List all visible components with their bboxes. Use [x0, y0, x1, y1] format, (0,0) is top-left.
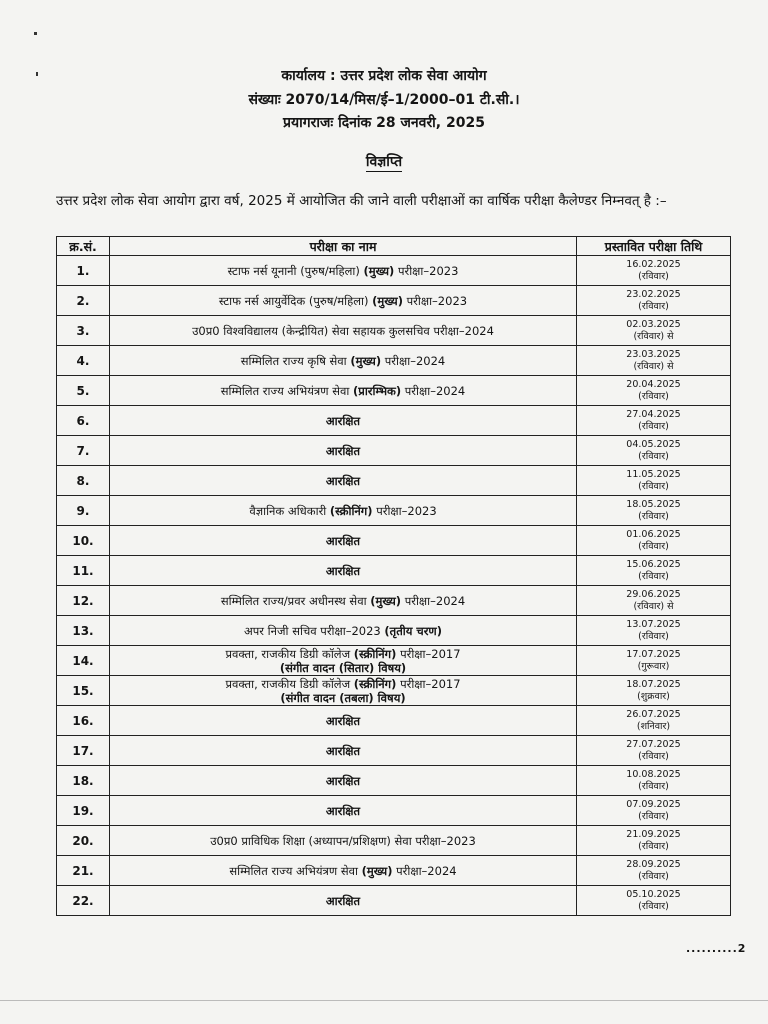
row-proposed-date — [577, 646, 731, 676]
exam-name-line — [110, 864, 576, 878]
weekday-value: (रविवार) — [638, 510, 669, 522]
exam-name-emphasis: आरक्षित — [325, 803, 361, 818]
exam-name-line — [110, 384, 576, 398]
exam-name-text: परीक्षा–2023 — [394, 263, 459, 278]
row-serial-number: 20. — [57, 826, 110, 856]
scan-edge-line — [0, 1000, 768, 1001]
weekday-value: (रविवार) — [638, 750, 669, 762]
row-exam-name — [110, 376, 577, 406]
date-value: 01.06.2025 — [626, 528, 681, 540]
table-row — [57, 286, 731, 316]
exam-name-line — [110, 594, 576, 608]
table-row — [57, 586, 731, 616]
table-row — [57, 676, 731, 706]
exam-name-line — [110, 774, 576, 788]
date-value: 23.03.2025 — [626, 348, 681, 360]
table-row — [57, 496, 731, 526]
header-proposed-date: प्रस्तावित परीक्षा तिथि — [577, 237, 731, 256]
exam-name-line — [110, 414, 576, 428]
row-proposed-date — [577, 526, 731, 556]
row-serial-number: 15. — [57, 676, 110, 706]
weekday-value: (रविवार) से — [633, 600, 674, 612]
date-value: 16.02.2025 — [626, 258, 681, 270]
row-serial-number: 6. — [57, 406, 110, 436]
table-row — [57, 646, 731, 676]
weekday-value: (रविवार) — [638, 480, 669, 492]
weekday-value: (शुक्रवार) — [637, 690, 670, 702]
exam-name-line — [110, 647, 576, 661]
row-serial-number: 22. — [57, 886, 110, 916]
row-serial-number: 13. — [57, 616, 110, 646]
row-proposed-date — [577, 556, 731, 586]
row-proposed-date — [577, 676, 731, 706]
row-exam-name — [110, 676, 577, 706]
row-exam-name — [110, 466, 577, 496]
date-value: 27.07.2025 — [626, 738, 681, 750]
date-value: 02.03.2025 — [626, 318, 681, 330]
page-continuation: ..........2 — [686, 942, 747, 955]
exam-name-text: परीक्षा–2023 — [402, 293, 468, 308]
exam-name-text: उ0प्र0 विश्वविद्यालय (केन्द्रीयित) सेवा सहायक कुलसचिव परीक्षा–2024 — [192, 323, 494, 338]
exam-name-emphasis: (स्क्रीनिंग) — [329, 503, 373, 518]
row-serial-number: 5. — [57, 376, 110, 406]
row-serial-number: 14. — [57, 646, 110, 676]
date-value: 10.08.2025 — [626, 768, 681, 780]
row-exam-name — [110, 406, 577, 436]
weekday-value: (रविवार) — [638, 900, 669, 912]
exam-name-text: सम्मिलित राज्य कृषि सेवा — [240, 353, 351, 368]
exam-subject-line: (संगीत वादन (सितार) विषय) — [279, 660, 407, 675]
row-exam-name — [110, 496, 577, 526]
exam-name-emphasis: आरक्षित — [325, 563, 361, 578]
weekday-value: (रविवार) — [638, 630, 669, 642]
row-exam-name — [110, 706, 577, 736]
exam-name-emphasis: (तृतीय चरण) — [384, 623, 443, 638]
weekday-value: (रविवार) से — [633, 330, 674, 342]
table-row — [57, 856, 731, 886]
row-proposed-date — [577, 406, 731, 436]
row-exam-name — [110, 826, 577, 856]
row-serial-number: 10. — [57, 526, 110, 556]
exam-name-text: वैज्ञानिक अधिकारी — [249, 503, 330, 518]
row-serial-number: 9. — [57, 496, 110, 526]
exam-name-text: स्टाफ नर्स यूनानी (पुरुष/महिला) — [227, 263, 364, 278]
date-value: 21.09.2025 — [626, 828, 681, 840]
table-header-row — [57, 237, 731, 256]
row-serial-number: 7. — [57, 436, 110, 466]
exam-subject-line: (संगीत वादन (तबला) विषय) — [280, 690, 406, 705]
exam-name-line — [110, 714, 576, 728]
row-serial-number: 17. — [57, 736, 110, 766]
row-serial-number: 21. — [57, 856, 110, 886]
row-serial-number: 1. — [57, 256, 110, 286]
row-proposed-date — [577, 346, 731, 376]
office-heading: कार्यालय : उत्तर प्रदेश लोक सेवा आयोग — [281, 68, 487, 84]
exam-name-line — [110, 534, 576, 548]
row-exam-name — [110, 736, 577, 766]
table-row — [57, 766, 731, 796]
exam-name-emphasis: आरक्षित — [325, 743, 361, 758]
exam-name-emphasis: (स्क्रीनिंग) — [353, 676, 397, 691]
exam-name-text: परीक्षा–2024 — [381, 353, 446, 368]
row-exam-name — [110, 616, 577, 646]
row-serial-number: 3. — [57, 316, 110, 346]
row-proposed-date — [577, 796, 731, 826]
weekday-value: (गुरूवार) — [637, 660, 670, 672]
weekday-value: (रविवार) से — [633, 360, 674, 372]
exam-name-line — [110, 264, 576, 278]
weekday-value: (रविवार) — [638, 810, 669, 822]
exam-name-emphasis: (मुख्य) — [350, 353, 382, 368]
exam-name-emphasis: (मुख्य) — [372, 293, 403, 308]
date-value: 18.07.2025 — [626, 678, 681, 690]
exam-name-emphasis: (मुख्य) — [370, 593, 402, 608]
weekday-value: (रविवार) — [638, 540, 669, 552]
table-row — [57, 526, 731, 556]
place-date: प्रयागराजः दिनांक 28 जनवरी, 2025 — [283, 115, 485, 131]
exam-name-text: परीक्षा–2024 — [401, 593, 466, 608]
exam-name-text: परीक्षा–2024 — [392, 863, 457, 878]
date-value: 18.05.2025 — [626, 498, 681, 510]
table-row — [57, 556, 731, 586]
date-value: 27.04.2025 — [626, 408, 681, 420]
table-row — [57, 616, 731, 646]
exam-name-line — [110, 474, 576, 488]
exam-name-emphasis: (मुख्य) — [361, 863, 393, 878]
exam-name-line — [110, 744, 576, 758]
weekday-value: (रविवार) — [638, 840, 669, 852]
exam-name-emphasis: आरक्षित — [325, 773, 361, 788]
weekday-value: (रविवार) — [638, 780, 669, 792]
exam-name-line — [110, 677, 576, 691]
row-proposed-date — [577, 586, 731, 616]
exam-name-line — [110, 834, 576, 848]
row-proposed-date — [577, 706, 731, 736]
exam-name-line — [110, 294, 576, 308]
exam-name-text: परीक्षा–2024 — [401, 383, 466, 398]
row-proposed-date — [577, 436, 731, 466]
exam-name-line — [110, 354, 576, 368]
row-serial-number: 2. — [57, 286, 110, 316]
row-exam-name — [110, 256, 577, 286]
exam-calendar-table — [56, 236, 731, 916]
table-row — [57, 436, 731, 466]
row-proposed-date — [577, 616, 731, 646]
row-exam-name — [110, 586, 577, 616]
exam-name-line — [110, 894, 576, 908]
exam-name-text: स्टाफ नर्स आयुर्वेदिक (पुरुष/महिला) — [218, 293, 373, 308]
row-proposed-date — [577, 856, 731, 886]
weekday-value: (रविवार) — [638, 300, 669, 312]
exam-name-text: सम्मिलित राज्य अभियंत्रण सेवा — [220, 383, 354, 398]
exam-name-emphasis: आरक्षित — [325, 533, 361, 548]
exam-name-emphasis: आरक्षित — [325, 713, 361, 728]
table-body — [57, 256, 731, 916]
row-exam-name — [110, 886, 577, 916]
exam-name-emphasis: आरक्षित — [325, 413, 361, 428]
row-serial-number: 18. — [57, 766, 110, 796]
row-serial-number: 4. — [57, 346, 110, 376]
table-row — [57, 736, 731, 766]
row-serial-number: 16. — [57, 706, 110, 736]
table-row — [57, 706, 731, 736]
exam-name-emphasis: आरक्षित — [325, 893, 361, 908]
date-value: 23.02.2025 — [626, 288, 681, 300]
exam-name-text: सम्मिलित राज्य अभियंत्रण सेवा — [229, 863, 362, 878]
row-exam-name — [110, 796, 577, 826]
exam-name-text: प्रवक्ता, राजकीय डिग्री कॉलेज — [225, 646, 354, 661]
row-proposed-date — [577, 496, 731, 526]
row-exam-name — [110, 286, 577, 316]
row-proposed-date — [577, 886, 731, 916]
weekday-value: (रविवार) — [638, 390, 669, 402]
row-exam-name — [110, 856, 577, 886]
row-proposed-date — [577, 316, 731, 346]
exam-name-text: प्रवक्ता, राजकीय डिग्री कॉलेज — [225, 676, 354, 691]
exam-name-line — [110, 564, 576, 578]
weekday-value: (रविवार) — [638, 450, 669, 462]
row-exam-name — [110, 646, 577, 676]
exam-name-line — [110, 504, 576, 518]
date-value: 04.05.2025 — [626, 438, 681, 450]
row-proposed-date — [577, 256, 731, 286]
date-value: 13.07.2025 — [626, 618, 681, 630]
exam-name-emphasis: आरक्षित — [325, 443, 361, 458]
table-row — [57, 406, 731, 436]
reference-number: संख्याः 2070/14/मिस/ई–1/2000–01 टी.सी.। — [248, 92, 520, 108]
header-exam-name: परीक्षा का नाम — [110, 237, 577, 256]
row-exam-name — [110, 316, 577, 346]
date-value: 20.04.2025 — [626, 378, 681, 390]
table-row — [57, 256, 731, 286]
exam-name-text: सम्मिलित राज्य/प्रवर अधीनस्थ सेवा — [220, 593, 371, 608]
date-value: 17.07.2025 — [626, 648, 681, 660]
row-serial-number: 19. — [57, 796, 110, 826]
weekday-value: (रविवार) — [638, 420, 669, 432]
exam-name-line — [110, 804, 576, 818]
row-proposed-date — [577, 286, 731, 316]
exam-name-emphasis: (प्रारम्भिक) — [353, 383, 402, 398]
row-proposed-date — [577, 736, 731, 766]
row-serial-number: 12. — [57, 586, 110, 616]
exam-name-text: परीक्षा–2017 — [396, 676, 461, 691]
exam-name-line — [110, 624, 576, 638]
row-exam-name — [110, 346, 577, 376]
intro-paragraph: उत्तर प्रदेश लोक सेवा आयोग द्वारा वर्ष, 2025 में आयोजित की जाने वाली परीक्षाओं का वार्षिक परीक्षा कैलेण्डर निम्नवत् है :– — [56, 193, 667, 209]
date-value: 07.09.2025 — [626, 798, 681, 810]
exam-name-text: परीक्षा–2017 — [396, 646, 461, 661]
exam-name-line — [110, 444, 576, 458]
table-row — [57, 376, 731, 406]
row-serial-number: 8. — [57, 466, 110, 496]
weekday-value: (रविवार) — [638, 870, 669, 882]
date-value: 29.06.2025 — [626, 588, 681, 600]
exam-name-emphasis: (स्क्रीनिंग) — [353, 646, 397, 661]
date-value: 05.10.2025 — [626, 888, 681, 900]
table-row — [57, 346, 731, 376]
header-sno: क्र.सं. — [57, 237, 110, 256]
notice-title-text: विज्ञप्ति — [365, 154, 403, 170]
table-row — [57, 466, 731, 496]
exam-name-text: उ0प्र0 प्राविधिक शिक्षा (अध्यापन/प्रशिक्षण) सेवा परीक्षा–2023 — [210, 833, 476, 848]
notice-title — [0, 152, 768, 171]
exam-name-line — [110, 324, 576, 338]
exam-name-text: परीक्षा–2023 — [372, 503, 437, 518]
date-value: 26.07.2025 — [626, 708, 681, 720]
weekday-value: (शनिवार) — [636, 720, 671, 732]
row-proposed-date — [577, 766, 731, 796]
weekday-value: (रविवार) — [638, 270, 669, 282]
row-proposed-date — [577, 466, 731, 496]
table-row — [57, 886, 731, 916]
row-proposed-date — [577, 376, 731, 406]
exam-name-emphasis: (मुख्य) — [363, 263, 395, 278]
table-row — [57, 796, 731, 826]
row-exam-name — [110, 766, 577, 796]
row-serial-number: 11. — [57, 556, 110, 586]
row-exam-name — [110, 436, 577, 466]
row-proposed-date — [577, 826, 731, 856]
date-value: 11.05.2025 — [626, 468, 681, 480]
weekday-value: (रविवार) — [638, 570, 669, 582]
scan-speck — [34, 32, 37, 35]
table-row — [57, 316, 731, 346]
exam-name-text: अपर निजी सचिव परीक्षा–2023 — [243, 623, 385, 638]
exam-name-emphasis: आरक्षित — [325, 473, 361, 488]
row-exam-name — [110, 526, 577, 556]
date-value: 15.06.2025 — [626, 558, 681, 570]
row-exam-name — [110, 556, 577, 586]
table-row — [57, 826, 731, 856]
date-value: 28.09.2025 — [626, 858, 681, 870]
